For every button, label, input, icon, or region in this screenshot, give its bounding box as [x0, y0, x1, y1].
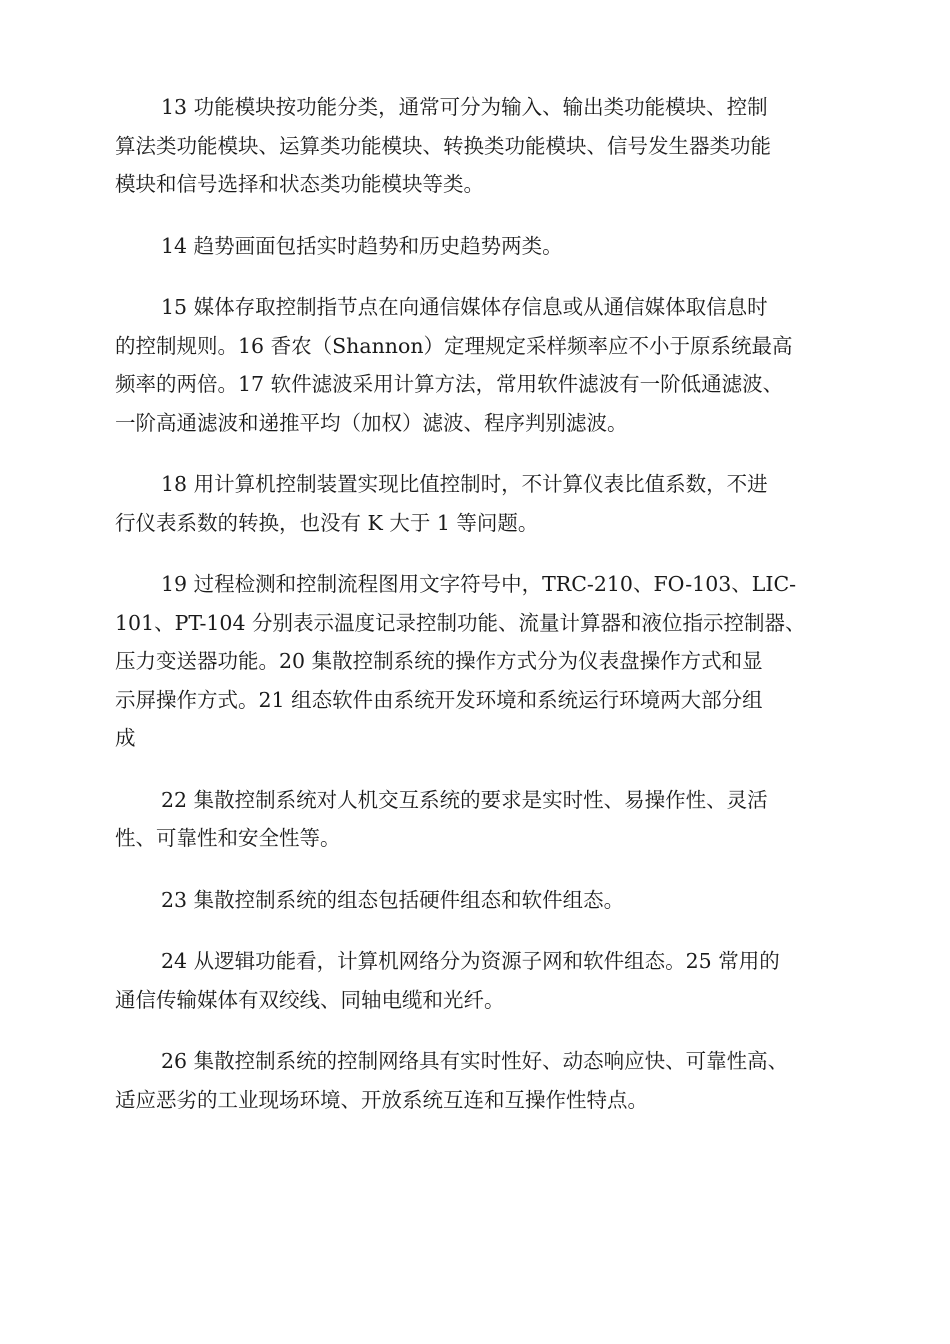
- text-line: 22 集散控制系统对人机交互系统的要求是实时性、易操作性、灵活: [161, 787, 768, 812]
- paragraph-22: [115, 781, 855, 858]
- text-line: 算法类功能模块、运算类功能模块、转换类功能模块、信号发生器类功能: [115, 133, 771, 158]
- text-line: 性、可靠性和安全性等。: [115, 826, 341, 850]
- paragraph-14: [115, 227, 855, 266]
- text-line: 压力变送器功能。20 集散控制系统的操作方式分为仪表盘操作方式和显: [115, 649, 763, 673]
- text-line: 24 从逻辑功能看，计算机网络分为资源子网和软件组态。25 常用的: [161, 949, 780, 973]
- text-line: 14 趋势画面包括实时趋势和历史趋势两类。: [161, 233, 563, 258]
- text-line: 的控制规则。16 香农（Shannon）定理规定采样频率应不小于原系统最高: [115, 333, 793, 358]
- text-line: 一阶高通滤波和递推平均（加权）滤波、程序判别滤波。: [115, 410, 628, 435]
- paragraph-24-25: [115, 942, 855, 1019]
- paragraph-23: [115, 881, 855, 920]
- document-body: [115, 88, 855, 1142]
- text-line: 通信传输媒体有双绞线、同轴电缆和光纤。: [115, 987, 505, 1012]
- paragraph-19-21: [115, 565, 855, 758]
- text-line: 23 集散控制系统的组态包括硬件组态和软件组态。: [161, 887, 625, 912]
- text-line: 频率的两倍。17 软件滤波采用计算方法，常用软件滤波有一阶低通滤波、: [115, 372, 784, 396]
- text-line: 模块和信号选择和状态类功能模块等类。: [115, 172, 484, 196]
- text-line: 适应恶劣的工业现场环境、开放系统互连和互操作性特点。: [115, 1087, 648, 1112]
- text-line: 101、PT-104 分别表示温度记录控制功能、流量计算器和液位指示控制器、: [115, 610, 806, 635]
- text-line: 成: [115, 726, 136, 750]
- paragraph-15-17: [115, 288, 855, 442]
- paragraph-13: [115, 88, 855, 204]
- text-line: 13 功能模块按功能分类，通常可分为输入、输出类功能模块、控制: [161, 95, 768, 119]
- text-line: 26 集散控制系统的控制网络具有实时性好、动态响应快、可靠性高、: [161, 1049, 789, 1073]
- paragraph-18: [115, 465, 855, 542]
- text-line: 19 过程检测和控制流程图用文字符号中，TRC-210、FO-103、LIC-: [161, 572, 797, 596]
- text-line: 示屏操作方式。21 组态软件由系统开发环境和系统运行环境两大部分组: [115, 687, 763, 712]
- text-line: 行仪表系数的转换，也没有 K 大于 1 等问题。: [115, 510, 539, 535]
- paragraph-26: [115, 1042, 855, 1119]
- text-line: 18 用计算机控制装置实现比值控制时，不计算仪表比值系数，不进: [161, 472, 768, 496]
- text-line: 15 媒体存取控制指节点在向通信媒体存信息或从通信媒体取信息时: [161, 295, 768, 319]
